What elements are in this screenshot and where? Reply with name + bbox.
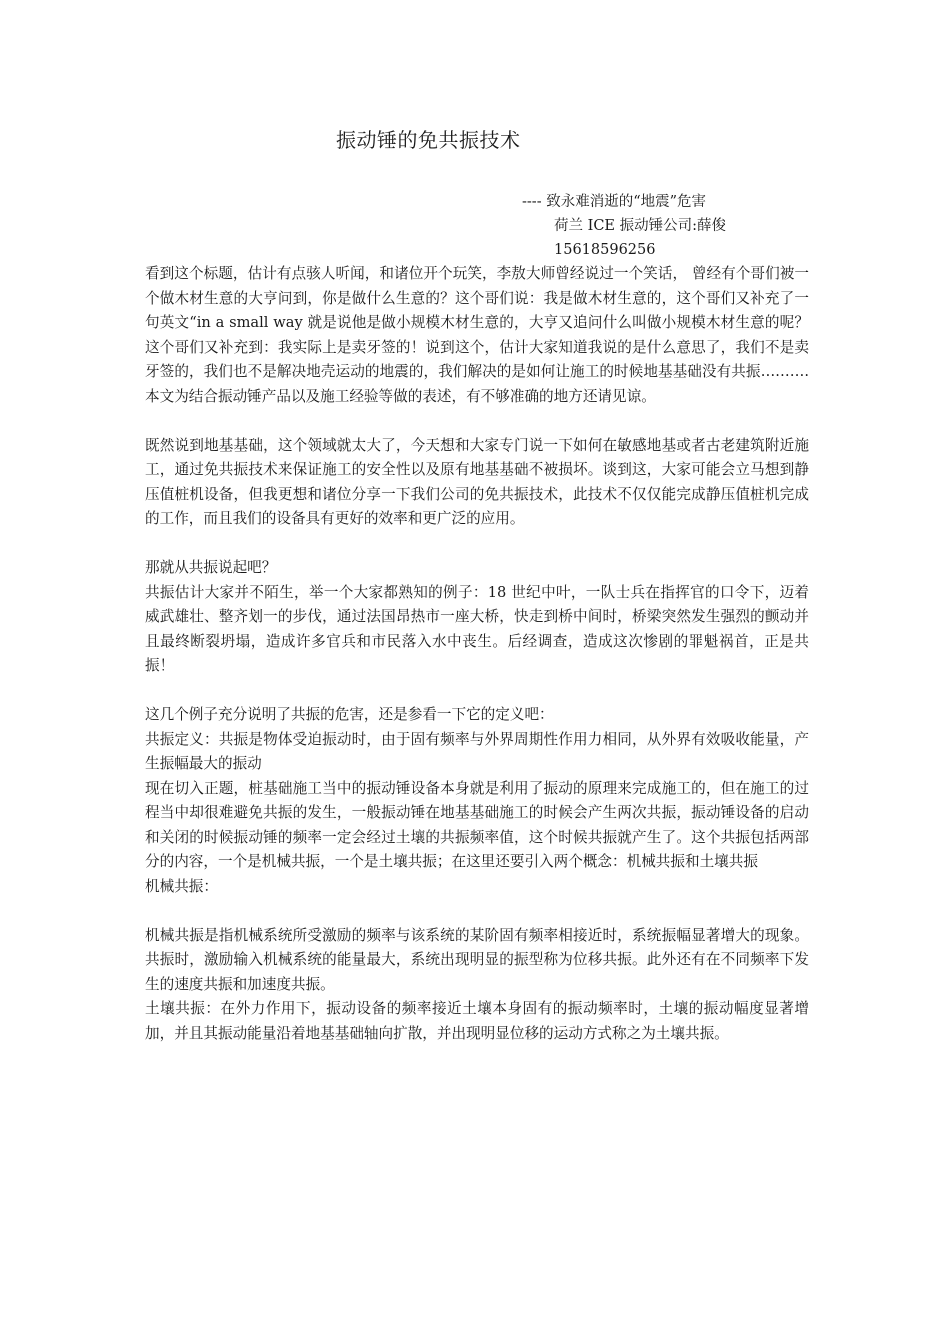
paragraph-soil-resonance: 土壤共振：在外力作用下，振动设备的频率接近土壤本身固有的振动频率时，土壤的振动幅度显著增加，并且其振动能量沿着地基基础轴向扩散，并出现明显位移的运动方式称之为土壤共振。 bbox=[145, 1000, 809, 1042]
byline bbox=[522, 190, 726, 262]
paragraph-main-topic: 现在切入正题，桩基础施工当中的振动锤设备本身就是利用了振动的原理来完成施工的，但在施工的过程当中却很难避免共振的发生，一般振动锤在地基基础施工的时候会产生两次共振，振动锤设备的启动和关闭的时候振动锤的频率一定会经过土壤的共振频率值，这个时候共振就产生了。这个共振包括两部分的内容，一个是机械共振，一个是土壤共振；在这里还要引入两个概念：机械共振和土壤共振 bbox=[145, 779, 809, 870]
byline-company: 荷兰 ICE 振动锤公司:薛俊 bbox=[554, 218, 727, 234]
paragraph-spacer bbox=[145, 532, 809, 557]
paragraph-bridge-example: 共振估计大家并不陌生，举一个大家都熟知的例子：18 世纪中叶，一队士兵在指挥官的口令下，迈着威武雄壮、整齐划一的步伐，通过法国昂热市一座大桥，快走到桥中间时，桥梁突然发生强烈的颤动并且最终断裂坍塌，造成许多官兵和市民落入水中丧生。后经调查，造成这次惨剧的罪魁祸首，正是共振！ bbox=[145, 583, 809, 674]
heading-mechanical-resonance: 机械共振： bbox=[145, 877, 218, 895]
paragraph-definition-intro: 这几个例子充分说明了共振的危害，还是参看一下它的定义吧： bbox=[145, 706, 554, 723]
byline-phone: 15618596256 bbox=[554, 242, 656, 258]
paragraph-resonance-question: 那就从共振说起吧？ bbox=[145, 559, 277, 576]
paragraph-intro: 看到这个标题，估计有点骇人听闻，和诸位开个玩笑，李敖大师曾经说过一个笑话， 曾经有个哥们被一个做木材生意的大亨问到，你是做什么生意的？这个哥们说：我是做木材生意的，这个哥们又补充了一句英文“in a small way 就是说他是做小规模木材生意的，大亨又追问什么叫做小规模木材生意的呢？这个哥们又补充到：我实际上是卖牙签的！说到这个，估计大家知道我说的是什么意思了，我们不是卖牙签的，我们也不是解决地壳运动的地震的，我们解决的是如何让施工的时候地基基础没有共振………. 本文为结合振动锤产品以及施工经验等做的表述，有不够准确的地方还请见谅。 bbox=[145, 265, 809, 405]
paragraph-mechanical-resonance: 机械共振是指机械系统所受激励的频率与该系统的某阶固有频率相接近时，系统振幅显著增大的现象。共振时，激励输入机械系统的能量最大，系统出现明显的振型称为位移共振。此外还有在不同频率下发生的速度共振和加速度共振。 bbox=[145, 926, 809, 993]
paragraph-spacer bbox=[145, 899, 809, 924]
paragraph-spacer bbox=[145, 409, 809, 434]
paragraph-spacer bbox=[145, 679, 809, 704]
byline-dedication: ---- 致永难消逝的“地震”危害 bbox=[522, 194, 707, 210]
document-body bbox=[145, 262, 809, 1046]
paragraph-foundation: 既然说到地基基础，这个领域就太大了，今天想和大家专门说一下如何在敏感地基或者古老建筑附近施工，通过免共振技术来保证施工的安全性以及原有地基基础不被损坏。谈到这，大家可能会立马想到静压值桩机设备，但我更想和诸位分享一下我们公司的免共振技术，此技术不仅仅能完成静压值桩机完成的工作，而且我们的设备具有更好的效率和更广泛的应用。 bbox=[145, 436, 809, 527]
document-title: 振动锤的免共振技术 bbox=[336, 128, 521, 152]
paragraph-definition: 共振定义：共振是物体受迫振动时，由于固有频率与外界周期性作用力相同，从外界有效吸收能量，产生振幅最大的振动 bbox=[145, 730, 809, 772]
